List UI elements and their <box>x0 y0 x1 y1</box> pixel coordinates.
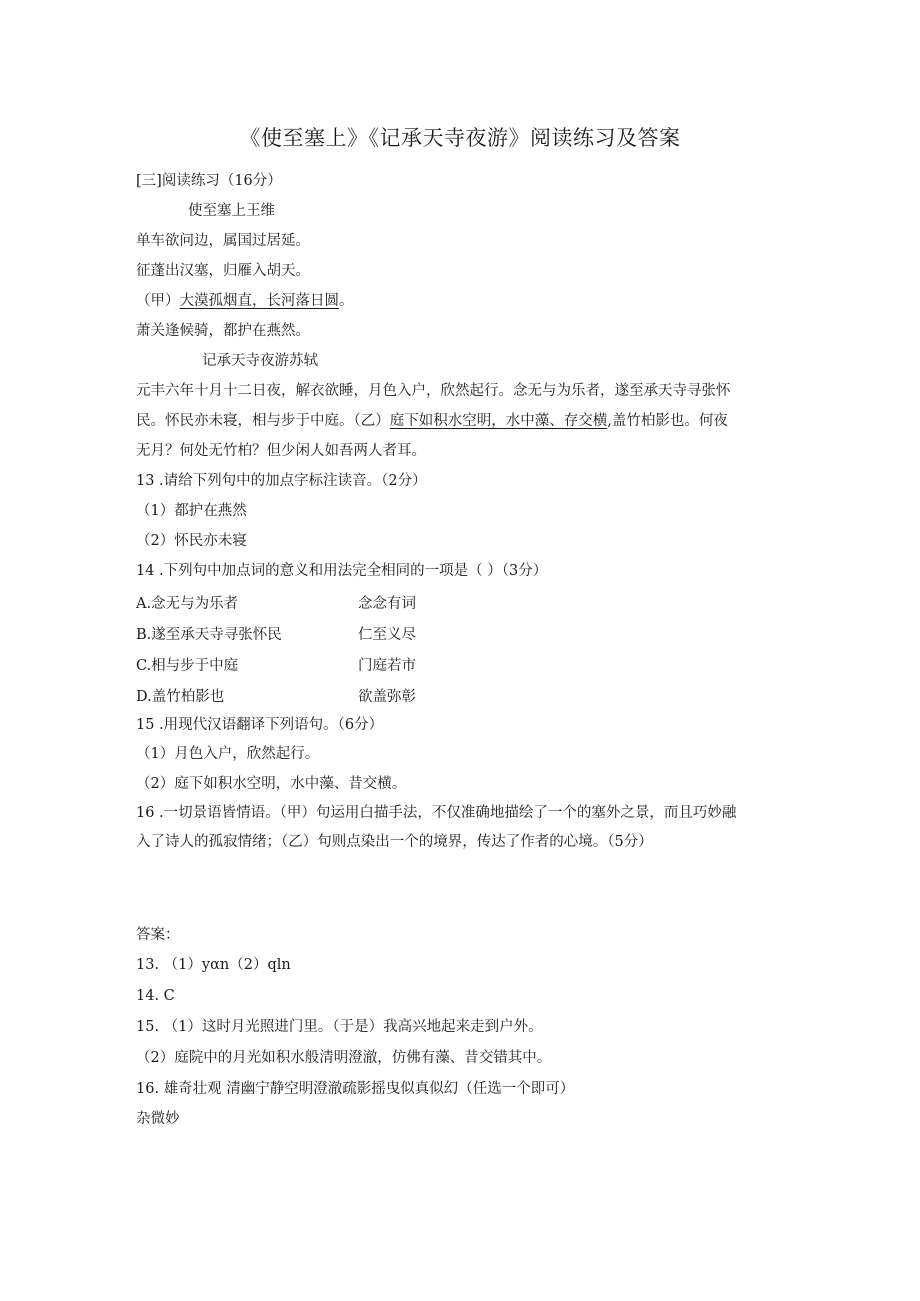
option-b-left: B.遂至承天寺寻张怀民 <box>136 627 282 643</box>
poem-line-3 <box>136 292 354 310</box>
prose-line-3: 无月？何处无竹柏？但少闲人如吾两人者耳。 <box>136 443 426 459</box>
option-a-left: A.念无与为乐者 <box>136 596 239 612</box>
option-d-right: 欲盖弥彰 <box>358 689 416 705</box>
answer-16: 16. 雄奇壮观 清幽宁静空明澄澈疏影摇曳似真似幻（任选一个即可） <box>136 1081 575 1097</box>
question-16-line-1: 16 .一切景语皆情语。（甲）句运用白描手法，不仅准确地描绘了一个的塞外之景，而且巧妙融 <box>136 805 737 821</box>
prose-heading: 记承天寺夜游苏轼 <box>202 353 318 369</box>
poem-line-3-underlined: 大漠孤烟直，长河落日圆 <box>179 293 339 309</box>
prose-line-2-prefix: 民。怀民亦未寝，相与步于中庭。（乙） <box>136 413 390 429</box>
poem-heading: 使至塞上王维 <box>188 203 275 219</box>
prose-line-2-underlined: 庭下如积水空明，水中藻、存交横 <box>389 413 608 429</box>
option-c-right: 门庭若市 <box>358 658 416 674</box>
answers-heading: 答案： <box>136 927 180 943</box>
option-a-right: 念念有词 <box>358 596 416 612</box>
poem-line-1: 单车欲问边，属国过居延。 <box>136 233 310 249</box>
answer-13: 13. （1）yαn（2）qln <box>136 957 291 973</box>
option-d-left: D.盖竹柏影也 <box>136 689 225 705</box>
option-b-right: 仁至义尽 <box>358 627 416 643</box>
answer-14: 14. C <box>136 988 175 1004</box>
question-15-item-2: （2）庭下如积水空明，水中藻、昔交横。 <box>136 776 407 792</box>
question-14: 14 .下列句中加点词的意义和用法完全相同的一项是（ ）（3分） <box>136 563 548 579</box>
poem-line-2: 征蓬出汉塞，归雁入胡天。 <box>136 263 310 279</box>
answer-15-line-2: （2）庭院中的月光如积水般清明澄澈，仿佛有藻、昔交错其中。 <box>136 1050 552 1066</box>
prose-line-2-suffix: ,盖竹柏影也。何夜 <box>607 413 728 429</box>
question-13: 13 .请给下列句中的加点字标注读音。（2分） <box>136 473 427 489</box>
question-13-item-1: （1）都护在燕然 <box>136 503 247 519</box>
answer-15-line-1: 15. （1）这时月光照进门里。（于是）我高兴地起来走到户外。 <box>136 1019 543 1035</box>
poem-line-4: 萧关逢候骑，都护在燕然。 <box>136 323 310 339</box>
page-title: 《使至塞上》《记承天寺夜游》阅读练习及答案 <box>239 126 681 150</box>
section-heading: [三]阅读练习（16分） <box>136 173 282 189</box>
option-c-left: C.相与步于中庭 <box>136 658 239 674</box>
poem-line-3-suffix: 。 <box>339 293 354 309</box>
question-15-item-1: （1）月色入户，欣然起行。 <box>136 746 320 762</box>
answer-16-continued: 杂微妙 <box>136 1111 180 1127</box>
prose-line-1: 元丰六年十月十二日夜，解衣欲睡，月色入户，欣然起行。念无与为乐者，遂至承天寺寻张怀 <box>136 383 731 399</box>
prose-line-2 <box>136 412 728 430</box>
question-15: 15 .用现代汉语翻译下列语句。（6分） <box>136 717 384 733</box>
poem-line-3-prefix: （甲） <box>136 293 180 309</box>
question-13-item-2: （2）怀民亦未寝 <box>136 533 247 549</box>
question-16-line-2: 入了诗人的孤寂情绪；（乙）句则点染出一个的境界，传达了作者的心境。（5分） <box>136 834 653 850</box>
